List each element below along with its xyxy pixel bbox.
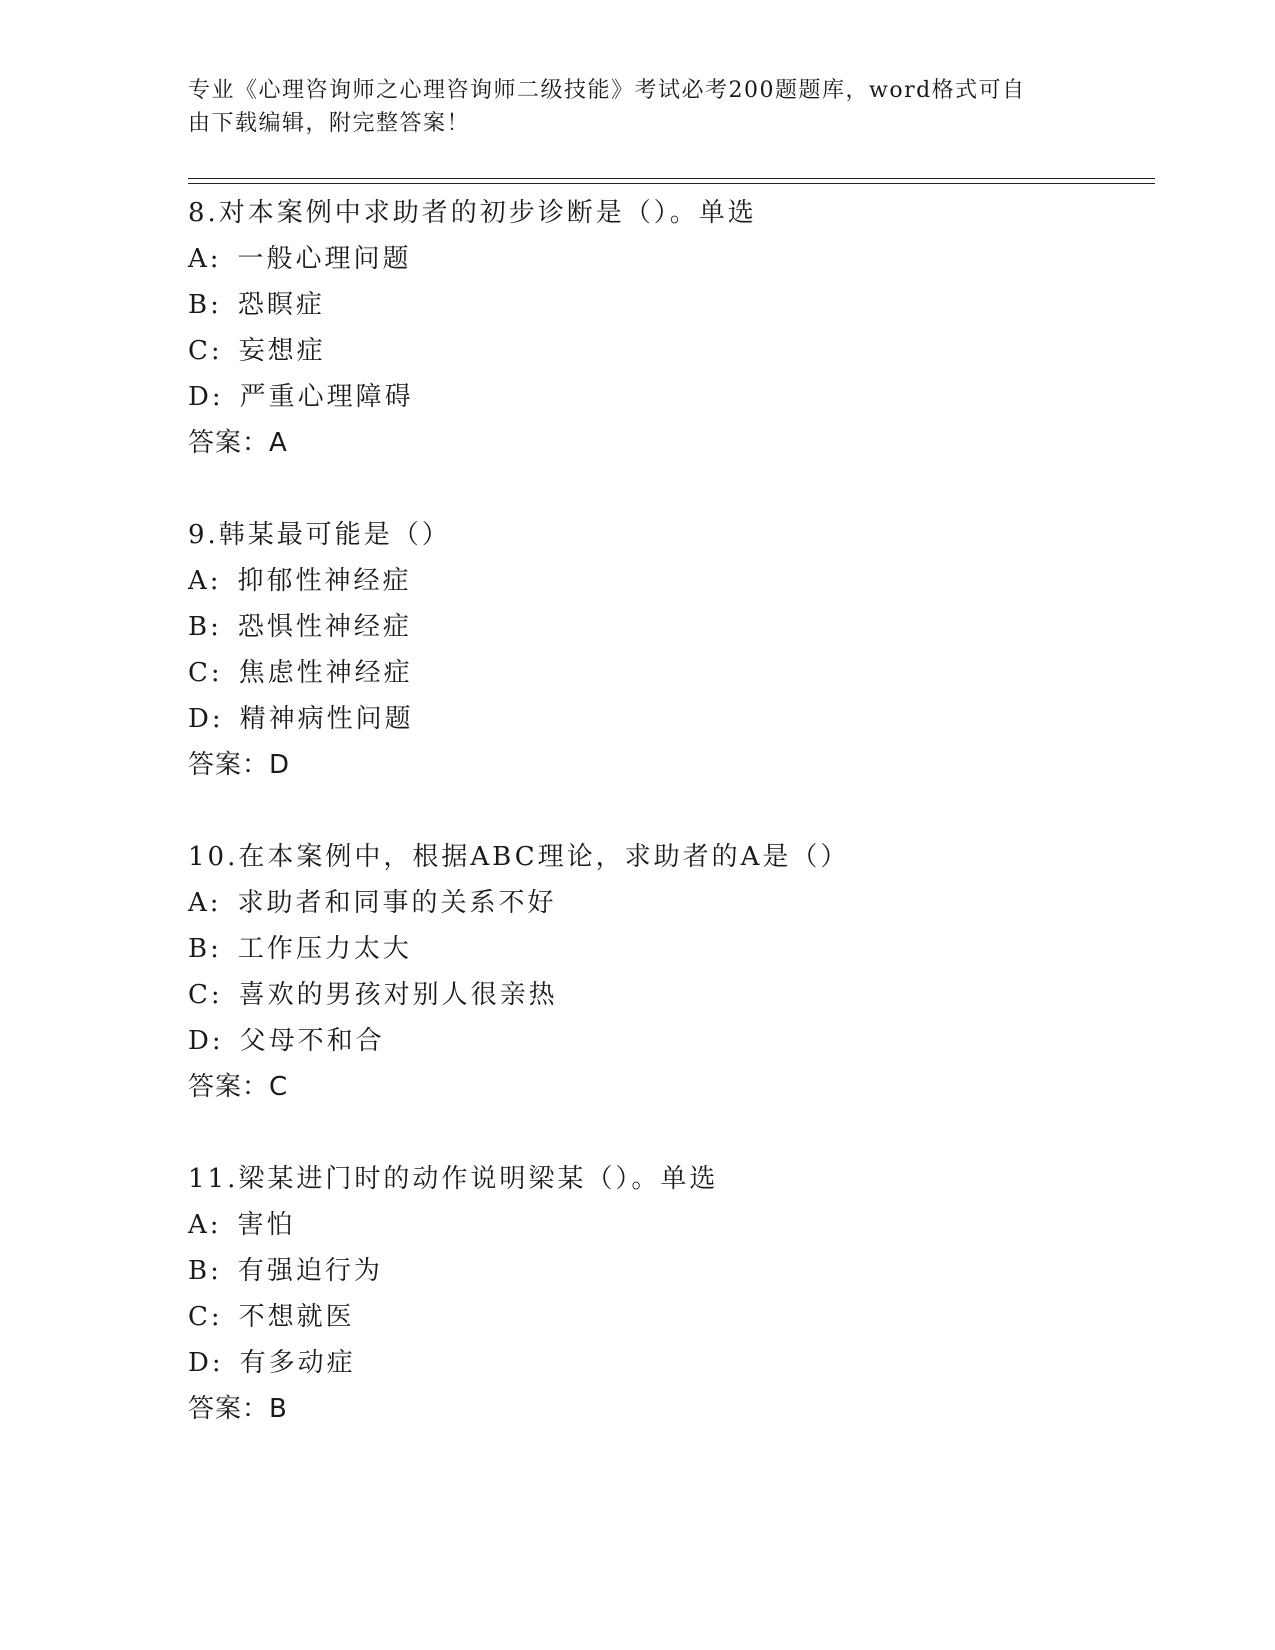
answer-line: 答案：D bbox=[188, 750, 291, 780]
answer-line: 答案：B bbox=[188, 1394, 288, 1424]
question-item bbox=[188, 1156, 1148, 1432]
option-text: 一般心理问题 bbox=[237, 244, 412, 274]
option-key: B: bbox=[188, 1256, 222, 1286]
option-key: D: bbox=[188, 1348, 224, 1378]
option-key: A: bbox=[188, 888, 222, 918]
question-item bbox=[188, 512, 1148, 788]
option-key: C: bbox=[188, 336, 223, 366]
option-text: 有强迫行为 bbox=[237, 1256, 383, 1286]
option-d bbox=[188, 374, 1148, 420]
option-a bbox=[188, 1202, 1148, 1248]
question-item bbox=[188, 834, 1148, 1110]
document-header bbox=[188, 74, 1068, 140]
option-key: C: bbox=[188, 658, 223, 688]
option-key: D: bbox=[188, 1026, 224, 1056]
option-a bbox=[188, 558, 1148, 604]
option-b bbox=[188, 926, 1148, 972]
option-c bbox=[188, 972, 1148, 1018]
question-item bbox=[188, 190, 1148, 466]
option-text: 求助者和同事的关系不好 bbox=[237, 888, 557, 918]
option-key: B: bbox=[188, 612, 222, 642]
option-b bbox=[188, 282, 1148, 328]
option-c bbox=[188, 650, 1148, 696]
option-text: 恐惧性神经症 bbox=[237, 612, 412, 642]
option-text: 恐瞑症 bbox=[237, 290, 325, 320]
option-a bbox=[188, 880, 1148, 926]
option-d bbox=[188, 1018, 1148, 1064]
option-key: D: bbox=[188, 382, 224, 412]
question-stem: 8.对本案例中求助者的初步诊断是（）。单选 bbox=[188, 198, 757, 228]
option-key: A: bbox=[188, 244, 222, 274]
question-stem: 11.梁某进门时的动作说明梁某（）。单选 bbox=[188, 1164, 719, 1194]
option-text: 喜欢的男孩对别人很亲热 bbox=[238, 980, 558, 1010]
option-b bbox=[188, 1248, 1148, 1294]
answer-line: 答案：C bbox=[188, 1072, 289, 1102]
option-key: A: bbox=[188, 566, 222, 596]
option-text: 精神病性问题 bbox=[239, 704, 414, 734]
option-a bbox=[188, 236, 1148, 282]
option-key: C: bbox=[188, 1302, 223, 1332]
header-divider-bottom bbox=[188, 183, 1155, 184]
header-divider-top bbox=[188, 178, 1155, 179]
option-text: 抑郁性神经症 bbox=[237, 566, 412, 596]
option-c bbox=[188, 328, 1148, 374]
option-b bbox=[188, 604, 1148, 650]
header-line-2: 由下载编辑，附完整答案！ bbox=[188, 111, 471, 136]
option-text: 害怕 bbox=[237, 1210, 296, 1240]
option-text: 工作压力太大 bbox=[237, 934, 412, 964]
option-key: B: bbox=[188, 290, 222, 320]
option-text: 妄想症 bbox=[238, 336, 326, 366]
question-stem: 10.在本案例中，根据ABC理论，求助者的A是（） bbox=[188, 842, 850, 872]
option-key: D: bbox=[188, 704, 224, 734]
option-text: 父母不和合 bbox=[239, 1026, 385, 1056]
answer-line: 答案：A bbox=[188, 428, 288, 458]
question-stem: 9.韩某最可能是（） bbox=[188, 520, 451, 550]
option-key: C: bbox=[188, 980, 223, 1010]
option-d bbox=[188, 1340, 1148, 1386]
option-d bbox=[188, 696, 1148, 742]
option-text: 有多动症 bbox=[239, 1348, 356, 1378]
option-text: 严重心理障碍 bbox=[239, 382, 414, 412]
option-text: 不想就医 bbox=[238, 1302, 355, 1332]
question-list bbox=[188, 190, 1148, 1478]
option-key: A: bbox=[188, 1210, 222, 1240]
option-c bbox=[188, 1294, 1148, 1340]
option-key: B: bbox=[188, 934, 222, 964]
header-line-1: 专业《心理咨询师之心理咨询师二级技能》考试必考200题题库，word格式可自 bbox=[188, 78, 1026, 103]
option-text: 焦虑性神经症 bbox=[238, 658, 413, 688]
